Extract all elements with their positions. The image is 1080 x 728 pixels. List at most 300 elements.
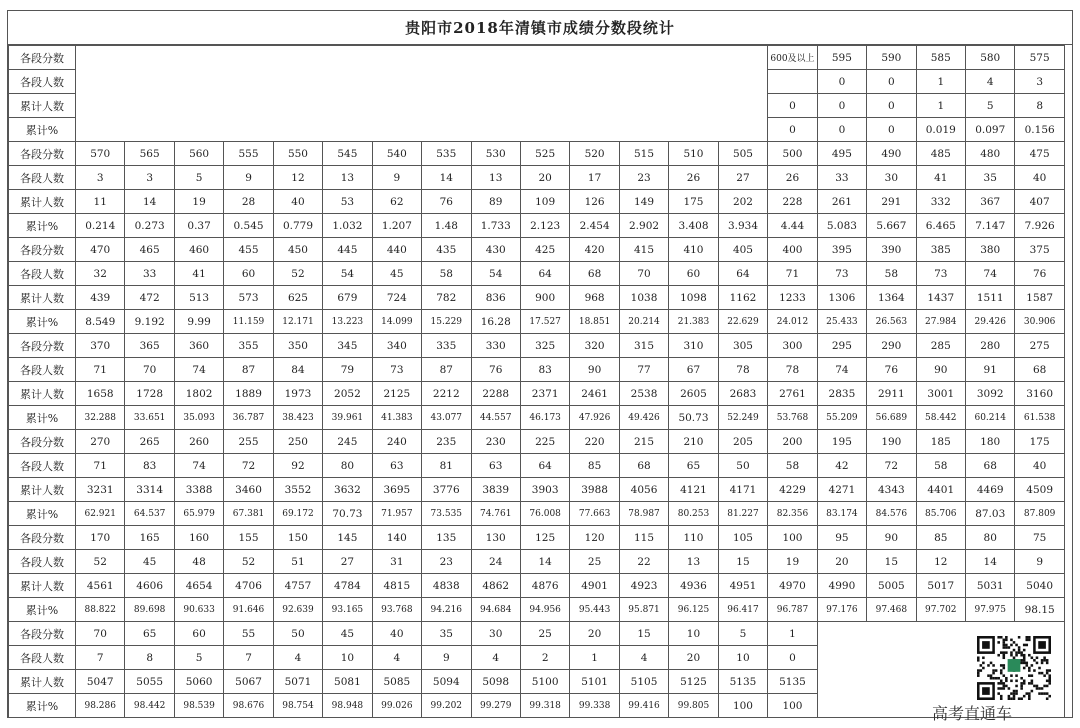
table-cell: 35 <box>966 166 1015 190</box>
table-cell: 51 <box>273 550 322 574</box>
table-cell: 49.426 <box>619 406 668 430</box>
table-cell: 27 <box>718 166 768 190</box>
table-cell: 65 <box>125 622 174 646</box>
table-cell: 4951 <box>718 574 768 598</box>
table-cell: 75 <box>1015 526 1064 550</box>
table-cell: 79 <box>323 358 372 382</box>
table-cell: 625 <box>273 286 322 310</box>
table-cell: 10 <box>323 646 372 670</box>
table-cell: 590 <box>867 46 916 70</box>
table-cell: 65 <box>669 454 718 478</box>
table-cell: 16.28 <box>471 310 520 334</box>
percent-row <box>9 598 1065 622</box>
cumulative-row <box>9 382 1065 406</box>
table-cell: 5085 <box>372 670 421 694</box>
table-cell: 4056 <box>619 478 668 502</box>
brand-watermark: 高考直通车 <box>932 704 1013 723</box>
table-cell: 90 <box>867 526 916 550</box>
table-cell: 85.706 <box>916 502 965 526</box>
row-label-score: 各段分数 <box>9 526 76 550</box>
table-cell: 4654 <box>174 574 223 598</box>
count-row <box>9 166 1065 190</box>
table-cell: 782 <box>422 286 471 310</box>
score-row <box>9 46 1065 70</box>
table-cell: 52.249 <box>718 406 768 430</box>
table-cell: 3460 <box>224 478 273 502</box>
table-cell: 5 <box>174 166 223 190</box>
score-row <box>9 526 1065 550</box>
table-cell: 520 <box>570 142 619 166</box>
table-cell: 450 <box>273 238 322 262</box>
table-cell: 420 <box>570 238 619 262</box>
table-cell: 5040 <box>1015 574 1064 598</box>
table-cell: 1162 <box>718 286 768 310</box>
table-cell: 4757 <box>273 574 322 598</box>
table-cell: 5125 <box>669 670 718 694</box>
table-cell: 485 <box>916 142 965 166</box>
table-cell: 52 <box>76 550 125 574</box>
table-cell: 370 <box>76 334 125 358</box>
table-cell: 100 <box>768 694 817 718</box>
table-cell: 74 <box>174 454 223 478</box>
table-cell: 3001 <box>916 382 965 406</box>
table-cell: 3314 <box>125 478 174 502</box>
table-cell: 99.279 <box>471 694 520 718</box>
table-cell: 33 <box>817 166 866 190</box>
table-cell: 585 <box>916 46 965 70</box>
percent-row <box>9 406 1065 430</box>
table-cell: 41 <box>916 166 965 190</box>
table-cell: 185 <box>916 430 965 454</box>
table-cell: 2538 <box>619 382 668 406</box>
table-cell: 13.223 <box>323 310 372 334</box>
table-cell: 83 <box>125 454 174 478</box>
table-cell: 52 <box>273 262 322 286</box>
table-cell: 25 <box>520 622 569 646</box>
table-cell: 2683 <box>718 382 768 406</box>
table-cell: 228 <box>768 190 817 214</box>
table-cell: 97.975 <box>966 598 1015 622</box>
table-cell: 500 <box>768 142 817 166</box>
table-cell: 20 <box>669 646 718 670</box>
table-cell: 50.73 <box>669 406 718 430</box>
table-cell: 17.527 <box>520 310 569 334</box>
table-cell: 76 <box>1015 262 1064 286</box>
table-cell: 81 <box>422 454 471 478</box>
row-label-score: 各段分数 <box>9 334 76 358</box>
table-cell: 440 <box>372 238 421 262</box>
table-cell: 2.123 <box>520 214 569 238</box>
table-cell: 9 <box>422 646 471 670</box>
table-cell: 3695 <box>372 478 421 502</box>
table-cell: 5 <box>718 622 768 646</box>
cumulative-row <box>9 574 1065 598</box>
table-cell: 30.906 <box>1015 310 1064 334</box>
table-cell: 4 <box>273 646 322 670</box>
table-cell: 3988 <box>570 478 619 502</box>
table-cell: 78 <box>768 358 817 382</box>
table-cell: 70 <box>619 262 668 286</box>
table-cell: 4401 <box>916 478 965 502</box>
table-cell: 4561 <box>76 574 125 598</box>
cumulative-row <box>9 286 1065 310</box>
table-cell: 0 <box>768 118 817 142</box>
row-label-percent: 累计% <box>9 406 76 430</box>
table-cell: 26 <box>669 166 718 190</box>
table-cell: 155 <box>224 526 273 550</box>
table-cell: 10 <box>669 622 718 646</box>
table-cell: 215 <box>619 430 668 454</box>
table-cell: 550 <box>273 142 322 166</box>
table-cell: 83.174 <box>817 502 866 526</box>
table-cell: 555 <box>224 142 273 166</box>
percent-row <box>9 310 1065 334</box>
table-cell: 4343 <box>867 478 916 502</box>
table-cell: 395 <box>817 238 866 262</box>
table-cell: 5.083 <box>817 214 866 238</box>
table-cell: 95 <box>817 526 866 550</box>
table-cell: 513 <box>174 286 223 310</box>
table-cell: 495 <box>817 142 866 166</box>
table-cell: 97.702 <box>916 598 965 622</box>
table-cell: 2288 <box>471 382 520 406</box>
table-cell: 62 <box>372 190 421 214</box>
table-cell: 1437 <box>916 286 965 310</box>
table-cell: 60 <box>669 262 718 286</box>
table-cell: 30 <box>867 166 916 190</box>
table-cell: 50 <box>273 622 322 646</box>
table-cell: 1098 <box>669 286 718 310</box>
table-cell: 35.093 <box>174 406 223 430</box>
table-cell: 53 <box>323 190 372 214</box>
table-cell: 515 <box>619 142 668 166</box>
score-row <box>9 238 1065 262</box>
table-cell: 900 <box>520 286 569 310</box>
table-cell: 71 <box>76 358 125 382</box>
table-cell: 0 <box>867 70 916 94</box>
table-cell: 3552 <box>273 478 322 502</box>
table-cell: 12 <box>273 166 322 190</box>
table-cell: 73.535 <box>422 502 471 526</box>
table-cell: 490 <box>867 142 916 166</box>
table-cell: 40 <box>372 622 421 646</box>
row-label-percent: 累计% <box>9 118 76 142</box>
table-cell: 1233 <box>768 286 817 310</box>
table-cell: 195 <box>817 430 866 454</box>
table-cell: 36.787 <box>224 406 273 430</box>
row-label-cumulative: 累计人数 <box>9 478 76 502</box>
table-cell: 40 <box>273 190 322 214</box>
table-cell: 91.646 <box>224 598 273 622</box>
table-cell: 71 <box>768 262 817 286</box>
table-cell: 240 <box>372 430 421 454</box>
table-cell: 85 <box>916 526 965 550</box>
table-cell: 4.44 <box>768 214 817 238</box>
table-cell: 28 <box>224 190 273 214</box>
table-cell: 275 <box>1015 334 1064 358</box>
table-cell: 1658 <box>76 382 125 406</box>
table-cell: 5067 <box>224 670 273 694</box>
row-label-score: 各段分数 <box>9 238 76 262</box>
table-cell: 1 <box>570 646 619 670</box>
table-cell: 81.227 <box>718 502 768 526</box>
table-cell: 72 <box>867 454 916 478</box>
table-cell: 1 <box>916 70 965 94</box>
table-cell: 3.408 <box>669 214 718 238</box>
table-cell: 56.689 <box>867 406 916 430</box>
table-cell: 325 <box>520 334 569 358</box>
cumulative-row <box>9 478 1065 502</box>
table-cell: 225 <box>520 430 569 454</box>
table-cell: 405 <box>718 238 768 262</box>
table-cell: 68 <box>966 454 1015 478</box>
table-cell: 130 <box>471 526 520 550</box>
table-cell: 1.48 <box>422 214 471 238</box>
table-cell: 15 <box>718 550 768 574</box>
table-cell: 330 <box>471 334 520 358</box>
table-cell: 580 <box>966 46 1015 70</box>
table-cell: 98.754 <box>273 694 322 718</box>
table-cell: 545 <box>323 142 372 166</box>
table-cell: 270 <box>76 430 125 454</box>
table-cell: 0 <box>817 70 866 94</box>
table-cell: 1973 <box>273 382 322 406</box>
table-cell: 1.733 <box>471 214 520 238</box>
blank-area <box>76 46 768 142</box>
table-cell: 13 <box>471 166 520 190</box>
score-table <box>8 45 1065 718</box>
table-cell: 74.761 <box>471 502 520 526</box>
table-cell: 71 <box>76 454 125 478</box>
table-cell: 390 <box>867 238 916 262</box>
table-cell: 4706 <box>224 574 273 598</box>
table-cell: 3903 <box>520 478 569 502</box>
table-cell: 600及以上 <box>768 46 817 70</box>
table-cell: 39.961 <box>323 406 372 430</box>
table-cell: 52 <box>224 550 273 574</box>
table-cell: 11 <box>76 190 125 214</box>
table-cell: 2371 <box>520 382 569 406</box>
table-cell: 280 <box>966 334 1015 358</box>
table-cell: 435 <box>422 238 471 262</box>
row-label-count: 各段人数 <box>9 166 76 190</box>
table-cell: 261 <box>817 190 866 214</box>
table-cell: 82.356 <box>768 502 817 526</box>
table-cell: 14 <box>422 166 471 190</box>
table-cell: 180 <box>966 430 1015 454</box>
table-cell: 24.012 <box>768 310 817 334</box>
table-cell: 96.125 <box>669 598 718 622</box>
table-cell: 45 <box>125 550 174 574</box>
table-cell: 2212 <box>422 382 471 406</box>
table-cell: 0 <box>817 94 866 118</box>
table-cell: 4815 <box>372 574 421 598</box>
row-label-cumulative: 累计人数 <box>9 286 76 310</box>
table-cell: 33 <box>125 262 174 286</box>
table-cell: 100 <box>768 526 817 550</box>
table-cell: 385 <box>916 238 965 262</box>
table-cell: 2 <box>520 646 569 670</box>
table-cell: 109 <box>520 190 569 214</box>
table-cell: 573 <box>224 286 273 310</box>
table-cell: 175 <box>1015 430 1064 454</box>
table-cell: 77 <box>619 358 668 382</box>
table-cell: 41 <box>174 262 223 286</box>
table-cell: 0.097 <box>966 118 1015 142</box>
table-cell: 94.216 <box>422 598 471 622</box>
table-cell: 5060 <box>174 670 223 694</box>
table-cell: 1802 <box>174 382 223 406</box>
table-cell: 53.768 <box>768 406 817 430</box>
table-cell: 430 <box>471 238 520 262</box>
table-cell: 73 <box>916 262 965 286</box>
table-cell: 4923 <box>619 574 668 598</box>
table-cell: 14 <box>520 550 569 574</box>
table-cell: 96.417 <box>718 598 768 622</box>
table-cell: 525 <box>520 142 569 166</box>
table-cell: 27.984 <box>916 310 965 334</box>
table-cell: 480 <box>966 142 1015 166</box>
table-cell: 2911 <box>867 382 916 406</box>
table-cell: 89 <box>471 190 520 214</box>
table-cell: 80 <box>323 454 372 478</box>
table-cell: 32 <box>76 262 125 286</box>
table-cell: 26 <box>768 166 817 190</box>
table-cell: 200 <box>768 430 817 454</box>
table-cell: 87.03 <box>966 502 1015 526</box>
table-cell: 425 <box>520 238 569 262</box>
row-label-cumulative: 累计人数 <box>9 94 76 118</box>
table-cell: 84 <box>273 358 322 382</box>
count-row <box>9 358 1065 382</box>
table-cell: 55 <box>224 622 273 646</box>
table-cell: 724 <box>372 286 421 310</box>
table-cell: 20 <box>817 550 866 574</box>
table-cell: 5005 <box>867 574 916 598</box>
table-cell: 1511 <box>966 286 1015 310</box>
table-cell: 0.214 <box>76 214 125 238</box>
table-cell: 1889 <box>224 382 273 406</box>
table-cell: 0.779 <box>273 214 322 238</box>
table-cell: 55.209 <box>817 406 866 430</box>
table-cell: 99.202 <box>422 694 471 718</box>
row-label-count: 各段人数 <box>9 358 76 382</box>
table-cell: 5017 <box>916 574 965 598</box>
table-cell: 90 <box>916 358 965 382</box>
table-cell: 3.934 <box>718 214 768 238</box>
table-cell: 94.684 <box>471 598 520 622</box>
table-cell: 260 <box>174 430 223 454</box>
table-cell: 19 <box>174 190 223 214</box>
table-cell: 99.026 <box>372 694 421 718</box>
row-label-count: 各段人数 <box>9 454 76 478</box>
table-cell: 5100 <box>520 670 569 694</box>
table-cell: 4171 <box>718 478 768 502</box>
table-cell: 3632 <box>323 478 372 502</box>
table-cell: 33.651 <box>125 406 174 430</box>
table-cell: 85 <box>570 454 619 478</box>
table-cell: 365 <box>125 334 174 358</box>
table-cell: 58 <box>768 454 817 478</box>
table-cell: 505 <box>718 142 768 166</box>
table-cell: 92.639 <box>273 598 322 622</box>
table-cell: 265 <box>125 430 174 454</box>
table-cell: 78.987 <box>619 502 668 526</box>
table-cell: 4606 <box>125 574 174 598</box>
table-cell: 510 <box>669 142 718 166</box>
table-cell: 360 <box>174 334 223 358</box>
table-cell: 9.192 <box>125 310 174 334</box>
table-cell: 565 <box>125 142 174 166</box>
table-cell: 470 <box>76 238 125 262</box>
table-cell: 12.171 <box>273 310 322 334</box>
count-row <box>9 262 1065 286</box>
table-cell: 78 <box>718 358 768 382</box>
row-label-count: 各段人数 <box>9 550 76 574</box>
table-cell: 5.667 <box>867 214 916 238</box>
table-cell: 190 <box>867 430 916 454</box>
table-cell: 90 <box>570 358 619 382</box>
table-cell: 11.159 <box>224 310 273 334</box>
table-cell: 165 <box>125 526 174 550</box>
table-cell: 26.563 <box>867 310 916 334</box>
table-cell: 202 <box>718 190 768 214</box>
table-cell: 7.147 <box>966 214 1015 238</box>
score-row <box>9 622 1065 646</box>
table-cell: 210 <box>669 430 718 454</box>
table-cell: 20 <box>570 622 619 646</box>
table-cell: 5098 <box>471 670 520 694</box>
table-cell: 4970 <box>768 574 817 598</box>
table-cell: 80.253 <box>669 502 718 526</box>
table-cell: 48 <box>174 550 223 574</box>
table-cell: 5047 <box>76 670 125 694</box>
table-cell: 135 <box>422 526 471 550</box>
table-cell: 1587 <box>1015 286 1064 310</box>
table-cell: 80 <box>966 526 1015 550</box>
table-cell: 6.465 <box>916 214 965 238</box>
table-cell: 13 <box>323 166 372 190</box>
table-cell: 380 <box>966 238 1015 262</box>
score-row <box>9 430 1065 454</box>
table-cell: 355 <box>224 334 273 358</box>
table-cell: 472 <box>125 286 174 310</box>
table-cell: 64 <box>520 454 569 478</box>
table-cell: 255 <box>224 430 273 454</box>
table-cell: 42 <box>817 454 866 478</box>
row-label-percent: 累计% <box>9 310 76 334</box>
table-cell: 63 <box>372 454 421 478</box>
table-cell: 72 <box>224 454 273 478</box>
table-cell: 375 <box>1015 238 1064 262</box>
table-cell: 99.318 <box>520 694 569 718</box>
table-cell: 4469 <box>966 478 1015 502</box>
table-cell: 290 <box>867 334 916 358</box>
table-cell: 3 <box>1015 70 1064 94</box>
table-cell: 5135 <box>768 670 817 694</box>
table-cell: 0.545 <box>224 214 273 238</box>
table-cell: 310 <box>669 334 718 358</box>
table-cell: 19 <box>768 550 817 574</box>
table-cell: 8.549 <box>76 310 125 334</box>
table-cell: 3 <box>125 166 174 190</box>
table-cell: 230 <box>471 430 520 454</box>
table-cell: 679 <box>323 286 372 310</box>
table-cell: 836 <box>471 286 520 310</box>
qr-code-icon <box>977 636 1051 700</box>
table-cell: 305 <box>718 334 768 358</box>
table-cell: 439 <box>76 286 125 310</box>
